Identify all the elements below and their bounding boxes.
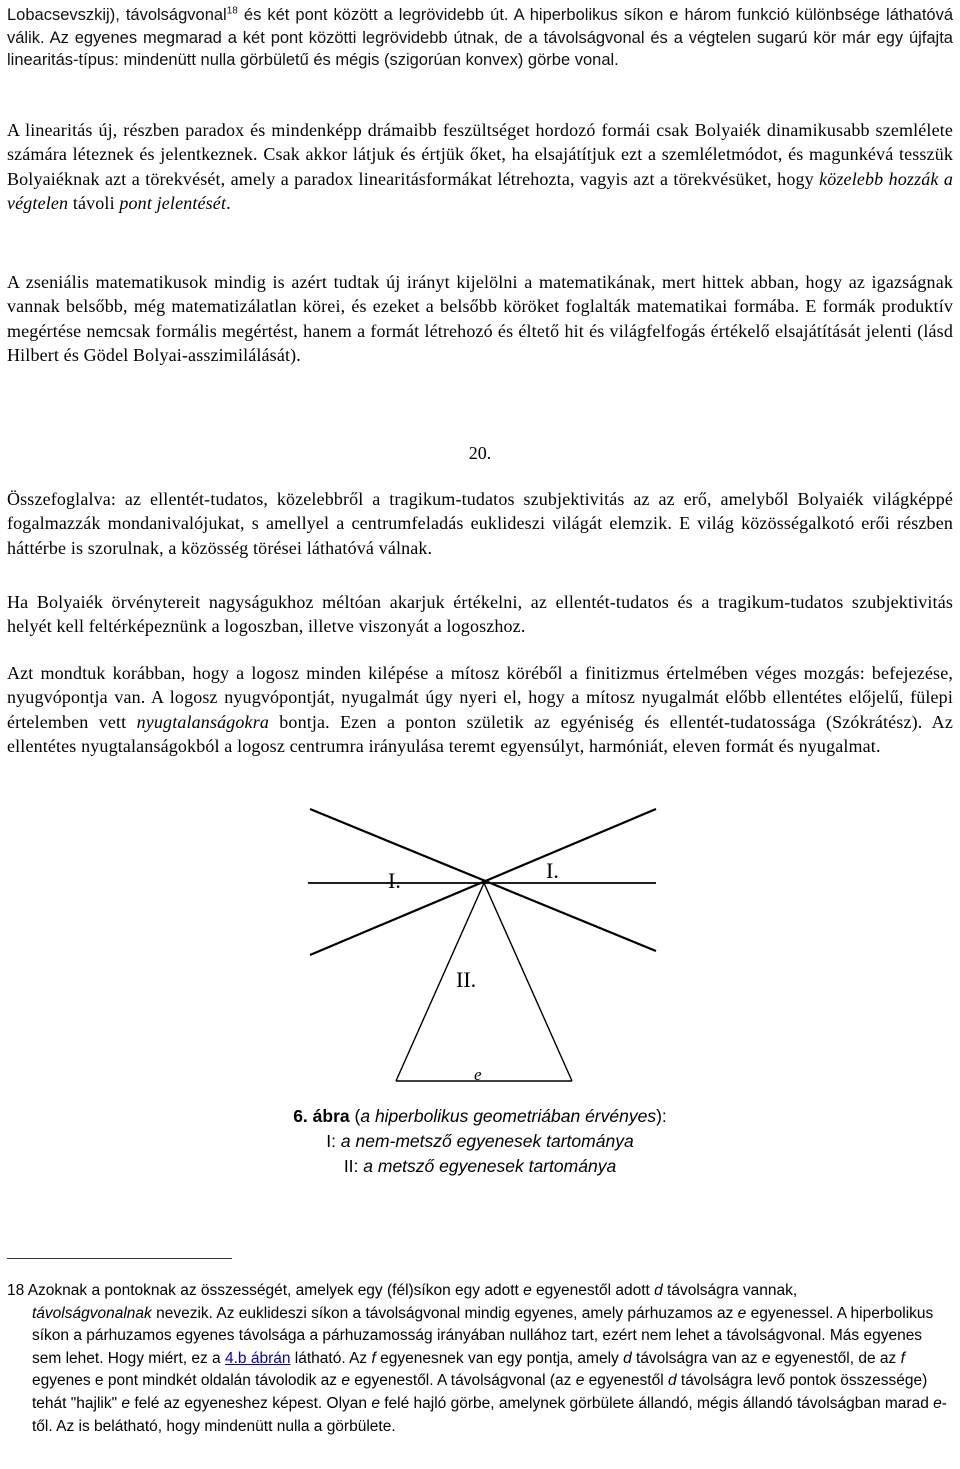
emphasis: pont jelentését <box>119 192 227 213</box>
region-label-left: I. <box>388 868 401 893</box>
text-run: . <box>226 192 231 213</box>
emphasis: a hiperbolikus geometriában érvényes <box>360 1106 657 1126</box>
text-run: felé hajló görbe, amelynek görbülete állandó, mégis állandó távolságban marad <box>379 1394 934 1412</box>
footnote-18 <box>7 1280 947 1438</box>
text-run: egyenestől adott <box>531 1282 655 1299</box>
text-run: ): <box>656 1106 667 1126</box>
intersecting-line-right <box>484 883 572 1081</box>
emphasis: e <box>523 1282 532 1299</box>
text-run: látható. Az <box>290 1349 372 1367</box>
emphasis: e <box>341 1372 350 1390</box>
text-run: távolságra vannak, <box>662 1282 798 1299</box>
emphasis: a nem-metsző egyenesek tartománya <box>340 1131 634 1151</box>
text-run: egyenessel. A hiperbolikus síkon a párhuzamos egyenes távolsága a párhuzamosság irányában nullához tart, ezért nem lehet a távolságvonal. Más egyenes sem lehet. Hogy miért, ez a <box>32 1304 934 1367</box>
emphasis: e <box>737 1304 747 1322</box>
emphasis: e <box>575 1372 585 1390</box>
emphasis: e <box>933 1394 942 1412</box>
footnote-ref-18[interactable]: 18 <box>226 5 238 17</box>
region-label-right: I. <box>546 858 559 883</box>
text-run: Azoknak a pontoknak az összességét, amelyek egy (fél)síkon egy adott <box>24 1282 524 1299</box>
figure-caption <box>240 1104 720 1179</box>
emphasis: f <box>900 1349 905 1367</box>
text-run: és két pont között a legrövidebb út. A hiperbolikus síkon e három funkció különbsége láthatóvá válik. Az egyenes megmarad a két pont közötti legrövidebb útnak, de a távolságvonal és a végtelen sugarú kör már egy újfajta linearitás-típus: mindenütt nulla görbületű és mégis (szigorúan konvex) görbe vonal. <box>7 6 954 69</box>
paragraph-logos <box>7 661 953 758</box>
text-run: távoli <box>68 192 120 213</box>
text-run: egyenestől. A távolságvonal (az <box>354 1372 576 1390</box>
figure-number: 6. ábra <box>293 1106 350 1126</box>
text-run: A linearitás új, részben paradox és mindenképp drámaibb feszültséget hordozó formái csak Bolyaiék dinamikusabb szemlélete számára léteznek és jelentkeznek. Csak akkor látjuk és értjük őket, ha elsajátítjuk ezt a szemléletmódot, és magunkévá tesszük Bolyaiéknak azt a törekvését, amely a paradox linearitásformákat létrehozta, vagyis azt a törekvésüket, hogy <box>7 120 953 189</box>
text-run: egyenestől, de az <box>770 1349 901 1367</box>
text-run: egyenes e pont mindkét oldalán távolodik az <box>32 1372 342 1390</box>
emphasis: d <box>667 1372 677 1390</box>
emphasis: nyugtalanságokra <box>136 711 269 732</box>
caption-line-2 <box>240 1129 720 1154</box>
text-run: egyenesnek van egy pontja, amely <box>375 1349 624 1367</box>
text-run: bontja. Ezen a ponton születik az egyéniség és ellentét-tudatossága (Szókrátész). Az ellentétes nyugtalanságokból a logosz centrumra irányulása teremt egyensúlyt, harmóniát, eleven formát és nyugalmat. <box>7 711 953 756</box>
line-label-e: e <box>474 1065 482 1084</box>
footnote-number: 18 <box>7 1282 25 1299</box>
text-run: felé az egyeneshez képest. Olyan <box>130 1394 372 1412</box>
paragraph-intro <box>7 4 953 72</box>
paragraph-vortex: Ha Bolyaiék örvénytereit nagyságukhoz méltóan akarjuk értékelni, az ellentét-tudatos és a tragikum-tudatos szubjektivitás helyét kell feltérképeznünk a logoszban, illetve viszonyát a logoszhoz. <box>7 592 953 637</box>
text-run: -től. Az is belátható, hogy mindenütt nulla a görbülete. <box>32 1394 947 1435</box>
caption-line-3 <box>240 1154 720 1179</box>
emphasis: d <box>654 1282 663 1299</box>
emphasis: közelebb hozzák a végtelen <box>7 168 953 213</box>
footnote-body <box>7 1303 947 1439</box>
emphasis: e <box>761 1349 771 1367</box>
figure-6-diagram <box>300 804 660 1094</box>
emphasis: távolságvonalnak <box>32 1304 152 1322</box>
text-run: Azt mondtuk korábban, hogy a logosz minden kilépése a mítosz köréből a finitizmus értelmében véges mozgás: befejezése, nyugvópontja van. A logosz nyugvópontját, nyugalmát úgy nyeri el, hogy a mítosz nyugalmát előbb ellentétes előjelű, fülepi értelemben vett <box>7 663 953 732</box>
emphasis: a metsző egyenesek tartománya <box>363 1156 617 1176</box>
emphasis: f <box>371 1349 376 1367</box>
text-run: I: <box>326 1131 341 1151</box>
page-number: 20. <box>468 443 492 463</box>
region-label-bottom: II. <box>456 967 477 992</box>
paragraph-summary: Összefoglalva: az ellentét-tudatos, közelebbről a tragikum-tudatos szubjektivitás az az erő, amelyből Bolyaiék világképpé fogalmazzák mondanivalójukat, s amellyel a centrumfeladás euklideszi világát elemzik. E világ közösségalkotó erői részben háttérbe is szorulnak, a közösség törései láthatóvá válnak. <box>7 489 953 558</box>
footnote-divider <box>7 1258 232 1259</box>
emphasis: d <box>623 1349 632 1367</box>
emphasis: e <box>121 1394 131 1412</box>
text-run: nevezik. Az euklideszi síkon a távolságvonal mindig egyenes, amely párhuzamos az <box>151 1304 738 1322</box>
text-run: Lobacsevszkij), távolságvonal <box>7 6 227 24</box>
text-run: ( <box>349 1106 361 1126</box>
text-run: távolságra van az <box>631 1349 762 1367</box>
text-run: egyenestől <box>584 1372 668 1390</box>
emphasis: e <box>371 1394 380 1412</box>
text-run: távolságra levő pontok összessége) tehát "hajlik" <box>32 1372 928 1412</box>
figure-4b-link[interactable]: 4.b ábrán <box>224 1349 291 1367</box>
text-run: II: <box>343 1156 364 1176</box>
paragraph-linearity <box>7 118 953 215</box>
caption-line-1 <box>240 1104 720 1129</box>
paragraph-mathematicians: A zseniális matematikusok mindig is azért tudtak új irányt kijelölni a matematikának, mert hittek abban, hogy az igazságnak vannak belsőbb, még matematizálatlan körei, és ezeket a belsőbb köröket foglalták matematikai formába. E formák produktív megértése nemcsak formális megértést, hanem a formát létrehozó és éltető hit és világfelfogás értékelő elsajátítását jelenti (lásd Hilbert és Gödel Bolyai-asszimilálását). <box>7 272 953 365</box>
